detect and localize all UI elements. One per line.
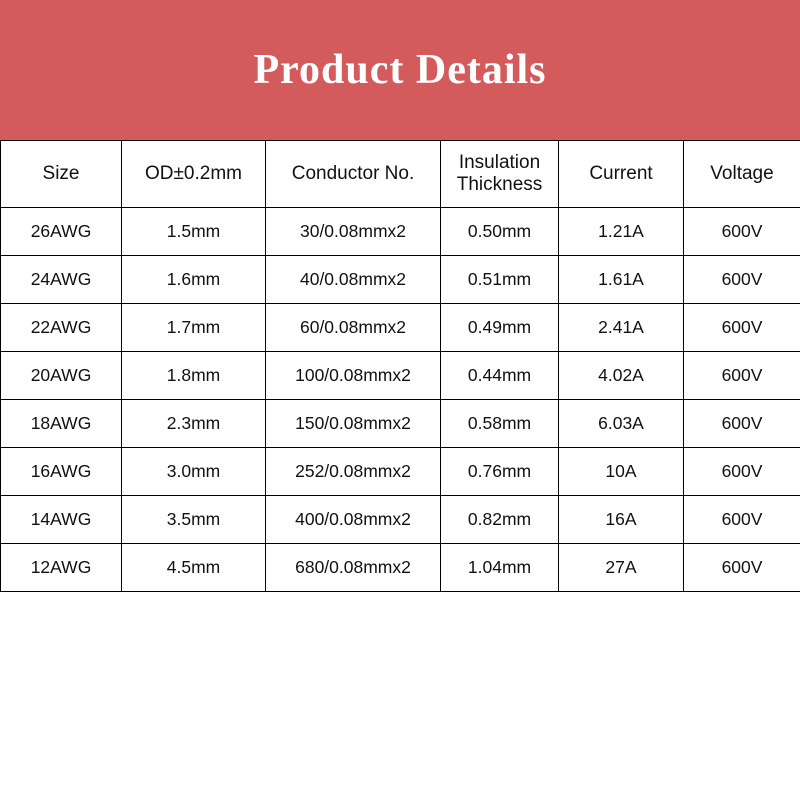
cell-insulation: 0.50mm — [441, 208, 559, 256]
blank-area — [0, 592, 800, 812]
column-header-insulation-line1: Insulation — [445, 152, 554, 174]
table-row — [1, 448, 800, 496]
column-header-insulation-thickness — [441, 141, 559, 208]
table-header — [1, 141, 800, 208]
cell-voltage: 600V — [684, 304, 800, 352]
cell-size: 24AWG — [1, 256, 122, 304]
column-header-voltage: Voltage — [684, 141, 800, 208]
table-row — [1, 352, 800, 400]
cell-insulation: 1.04mm — [441, 544, 559, 592]
cell-current: 1.21A — [559, 208, 684, 256]
cell-current: 6.03A — [559, 400, 684, 448]
table-row — [1, 496, 800, 544]
page-title: Product Details — [253, 46, 546, 94]
cell-insulation: 0.76mm — [441, 448, 559, 496]
cell-voltage: 600V — [684, 400, 800, 448]
cell-voltage: 600V — [684, 208, 800, 256]
cell-od: 2.3mm — [122, 400, 266, 448]
cell-od: 4.5mm — [122, 544, 266, 592]
cell-od: 1.6mm — [122, 256, 266, 304]
cell-conductor: 40/0.08mmx2 — [266, 256, 441, 304]
cell-size: 26AWG — [1, 208, 122, 256]
cell-current: 2.41A — [559, 304, 684, 352]
cell-size: 20AWG — [1, 352, 122, 400]
page-banner — [0, 0, 800, 140]
cell-size: 16AWG — [1, 448, 122, 496]
cell-voltage: 600V — [684, 496, 800, 544]
cell-voltage: 600V — [684, 448, 800, 496]
cell-conductor: 400/0.08mmx2 — [266, 496, 441, 544]
cell-current: 27A — [559, 544, 684, 592]
cell-current: 16A — [559, 496, 684, 544]
cell-conductor: 680/0.08mmx2 — [266, 544, 441, 592]
cell-current: 10A — [559, 448, 684, 496]
cell-od: 1.5mm — [122, 208, 266, 256]
table-row — [1, 400, 800, 448]
cell-voltage: 600V — [684, 544, 800, 592]
column-header-conductor: Conductor No. — [266, 141, 441, 208]
column-header-current: Current — [559, 141, 684, 208]
cell-od: 3.5mm — [122, 496, 266, 544]
cell-od: 1.8mm — [122, 352, 266, 400]
cell-voltage: 600V — [684, 352, 800, 400]
column-header-size: Size — [1, 141, 122, 208]
cell-conductor: 30/0.08mmx2 — [266, 208, 441, 256]
cell-size: 14AWG — [1, 496, 122, 544]
cell-insulation: 0.58mm — [441, 400, 559, 448]
table-row — [1, 208, 800, 256]
table-body — [1, 208, 800, 592]
cell-size: 12AWG — [1, 544, 122, 592]
cell-voltage: 600V — [684, 256, 800, 304]
specification-table — [0, 140, 800, 592]
cell-od: 1.7mm — [122, 304, 266, 352]
cell-conductor: 60/0.08mmx2 — [266, 304, 441, 352]
cell-insulation: 0.51mm — [441, 256, 559, 304]
cell-size: 18AWG — [1, 400, 122, 448]
cell-insulation: 0.49mm — [441, 304, 559, 352]
column-header-od: OD±0.2mm — [122, 141, 266, 208]
table-row — [1, 304, 800, 352]
table-header-row — [1, 141, 800, 208]
table-row — [1, 544, 800, 592]
cell-conductor: 252/0.08mmx2 — [266, 448, 441, 496]
cell-current: 4.02A — [559, 352, 684, 400]
column-header-insulation-line2: Thickness — [445, 174, 554, 196]
cell-size: 22AWG — [1, 304, 122, 352]
spec-table-container — [0, 140, 800, 592]
cell-insulation: 0.82mm — [441, 496, 559, 544]
table-row — [1, 256, 800, 304]
cell-current: 1.61A — [559, 256, 684, 304]
cell-conductor: 100/0.08mmx2 — [266, 352, 441, 400]
cell-insulation: 0.44mm — [441, 352, 559, 400]
cell-conductor: 150/0.08mmx2 — [266, 400, 441, 448]
cell-od: 3.0mm — [122, 448, 266, 496]
